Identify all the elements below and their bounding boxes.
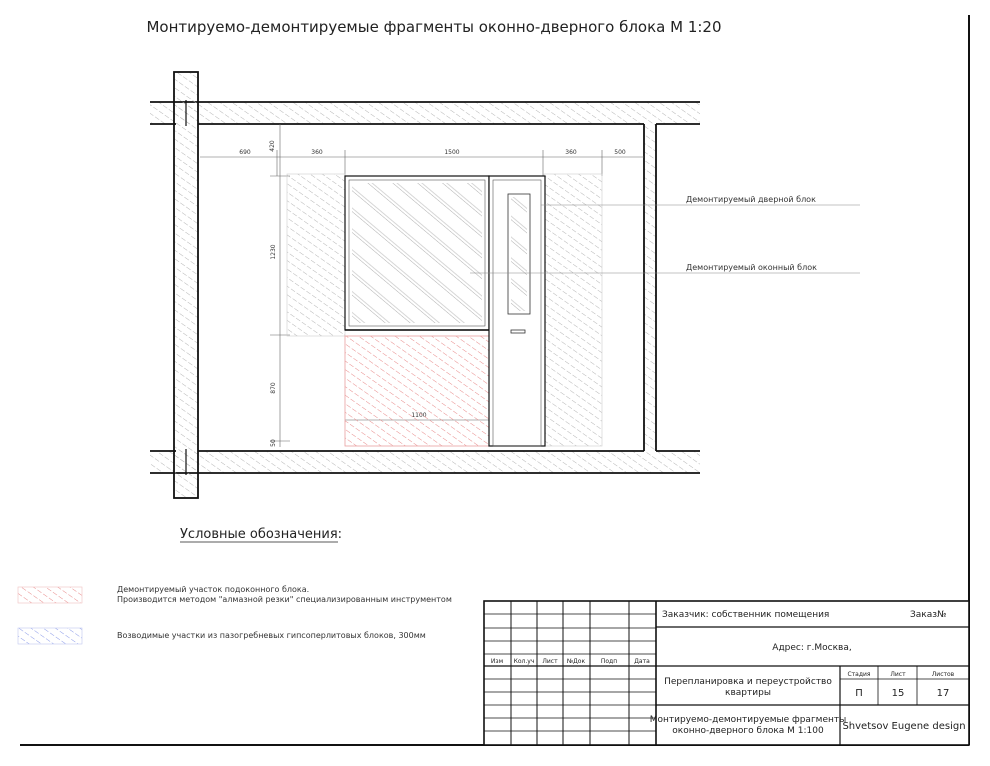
tb-col-list: Лист bbox=[542, 658, 558, 665]
tb-sheet-label: Лист bbox=[890, 671, 906, 678]
door-block bbox=[489, 176, 545, 446]
callout-door: Демонтируемый дверной блок bbox=[686, 195, 816, 204]
wall-top bbox=[150, 102, 700, 124]
window-block bbox=[345, 176, 489, 330]
tb-col-koluch: Кол.уч bbox=[513, 658, 535, 665]
dim-top-small: 420 bbox=[269, 140, 276, 152]
side-zone-right bbox=[544, 174, 602, 446]
tb-customer: Заказчик: собственник помещения bbox=[662, 610, 830, 620]
tb-sheets-label: Листов bbox=[931, 671, 955, 678]
dim-top-1: 690 bbox=[239, 149, 251, 156]
tb-drawing-name-line2: оконно-дверного блока М 1:100 bbox=[672, 726, 824, 736]
tb-col-izm: Изм bbox=[490, 658, 504, 665]
dim-left-2: 870 bbox=[270, 382, 277, 394]
legend-item-2-line1: Возводимые участки из пазогребневых гипсоперлитовых блоков, 300мм bbox=[117, 631, 426, 640]
tb-col-data: Дата bbox=[634, 658, 650, 665]
legend-item-1-line2: Производится методом "алмазной резки" специализированным инструментом bbox=[117, 595, 452, 604]
legend-swatch-blue bbox=[18, 628, 82, 644]
tb-col-ndok: №Док bbox=[566, 658, 586, 665]
side-zone-left bbox=[287, 174, 345, 336]
tb-address: Адрес: г.Москва, bbox=[772, 643, 852, 653]
dim-top-4: 360 bbox=[565, 149, 577, 156]
tb-designer: Shvetsov Eugene design bbox=[842, 721, 966, 732]
dim-top-5: 500 bbox=[614, 149, 626, 156]
legend-title: Условные обозначения: bbox=[180, 527, 343, 542]
tb-order: Заказ№ bbox=[910, 610, 947, 620]
dim-top-3: 1500 bbox=[444, 149, 460, 156]
dim-left-3: 50 bbox=[270, 439, 277, 447]
tb-sheet: 15 bbox=[891, 688, 905, 699]
wall-left-column bbox=[174, 72, 198, 498]
dim-left-1: 1230 bbox=[270, 244, 277, 260]
door-glass bbox=[511, 197, 527, 311]
tb-project-line1: Перепланировка и переустройство bbox=[664, 677, 832, 687]
legend-swatch-red bbox=[18, 587, 82, 603]
callout-window: Демонтируемый оконный блок bbox=[686, 263, 817, 272]
tb-stage: П bbox=[855, 688, 863, 699]
tb-stage-label: Стадия bbox=[847, 671, 871, 678]
sill-demolition-zone bbox=[345, 336, 489, 446]
tb-drawing-name-line1: Монтируемо-демонтируемые фрагменты bbox=[649, 715, 847, 725]
legend bbox=[18, 527, 452, 644]
title-block bbox=[484, 601, 969, 745]
drawing-title: Монтируемо-демонтируемые фрагменты оконно-дверного блока М 1:20 bbox=[146, 18, 722, 36]
tb-col-podp: Подп bbox=[600, 658, 618, 665]
tb-project-line2: квартиры bbox=[725, 688, 771, 698]
tb-sheets: 17 bbox=[936, 688, 950, 699]
wall-bottom bbox=[150, 451, 700, 473]
window-glass bbox=[352, 183, 482, 323]
legend-item-1-line1: Демонтируемый участок подоконного блока. bbox=[117, 585, 310, 594]
dim-top-2: 360 bbox=[311, 149, 323, 156]
wall-right bbox=[644, 124, 656, 451]
